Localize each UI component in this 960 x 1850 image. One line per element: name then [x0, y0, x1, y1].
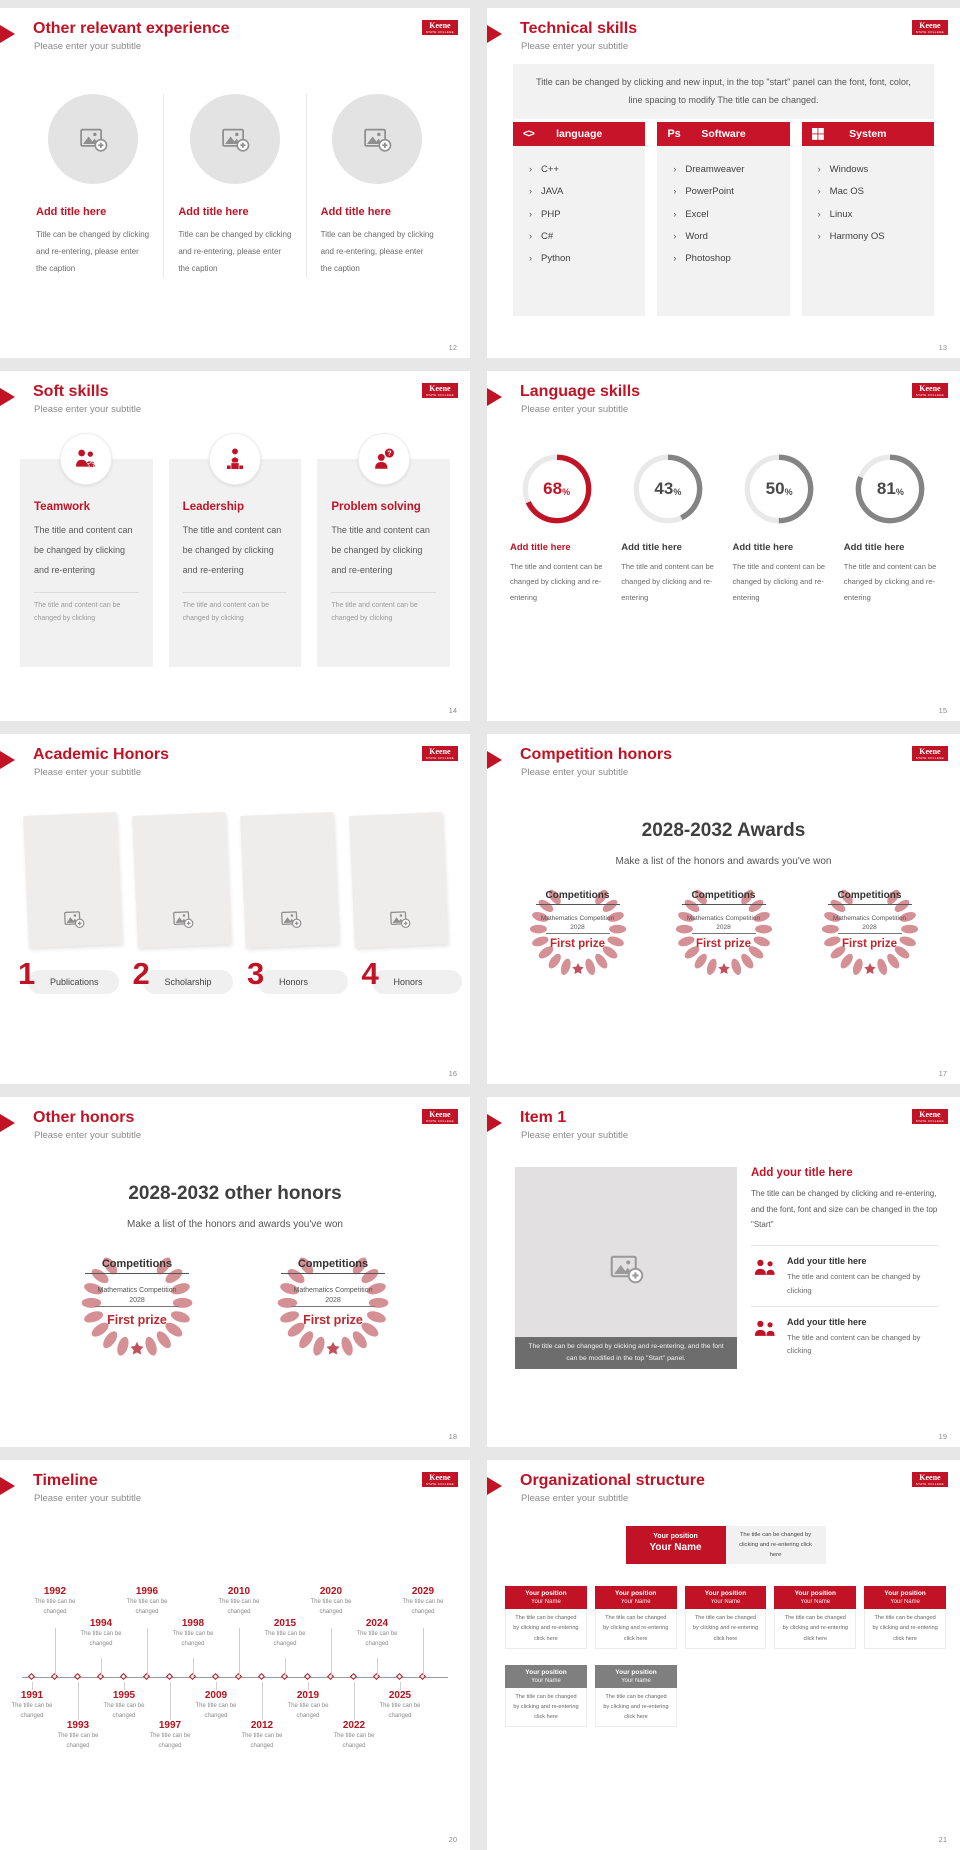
award-event: Mathematics Competition	[832, 915, 907, 922]
org-name: Your Name	[649, 1542, 702, 1553]
org-node	[685, 1586, 767, 1648]
panel-item-text: The title and content can be changed by clicking	[787, 1271, 921, 1295]
gauge-value: 68 %	[543, 479, 571, 498]
column-header-label: language	[556, 128, 603, 140]
brand-name: Keene	[429, 384, 451, 393]
donut-gauge	[741, 451, 817, 527]
slide-subtitle: Please enter your subtitle	[34, 1493, 142, 1504]
brand-badge	[912, 383, 948, 398]
org-node-note: The title can be changed by clicking and re-entering click here	[505, 1609, 587, 1648]
item-title: Add title here	[320, 206, 391, 218]
slide-subtitle: Please enter your subtitle	[521, 767, 629, 778]
number: 3	[247, 956, 265, 991]
gauge-heading: Add title here	[843, 542, 905, 553]
skill-item: › Word	[685, 226, 785, 248]
page-number: 21	[938, 1835, 947, 1844]
org-node-box: Your position Your Name	[685, 1586, 767, 1609]
panel-item-title: Add your title here	[787, 1255, 867, 1266]
org-node-box: Your position Your Name	[774, 1586, 856, 1609]
add-image-icon	[362, 124, 392, 154]
award-year: 2028	[692, 924, 756, 934]
gauge-text: The title and content can be changed by clicking and re-entering	[621, 562, 714, 602]
item-text: Title can be changed by clicking and re-entering, please enter the caption	[178, 230, 292, 274]
soft-skill-card-problem-solving	[317, 433, 450, 667]
card-heading: Teamwork	[34, 501, 91, 513]
image-placeholder[interactable]	[515, 1167, 737, 1369]
header-arrow-icon	[0, 751, 15, 769]
note-box: Title can be changed by clicking and new input, in the top "start" panel can the font, font, color, line spacing to modify The title can be changed.	[513, 64, 934, 119]
photo-item-row	[22, 94, 448, 278]
column-header-label: System	[849, 128, 887, 140]
org-node-box: Your position Your Name	[595, 1586, 677, 1609]
brand-name: Keene	[429, 1110, 451, 1119]
award-name: Competitions	[536, 890, 620, 905]
header-arrow-icon	[487, 1114, 502, 1132]
gauge-heading: Add title here	[621, 542, 682, 553]
header-arrow-icon	[487, 388, 502, 406]
brand-name: Keene	[919, 21, 941, 30]
image-placeholder[interactable]	[190, 94, 280, 184]
brand-name: Keene	[919, 747, 941, 756]
card-footer: The title and content can be changed by clicking	[34, 592, 139, 625]
gauge-heading: Add title here	[510, 542, 571, 553]
brand-tagline: STATE COLLEGE	[915, 756, 944, 760]
awards-heading: 2028-2032 Awards	[641, 820, 806, 841]
brand-badge	[912, 746, 948, 761]
award-year: 2028	[546, 924, 610, 934]
brand-name: Keene	[429, 21, 451, 30]
brand-tagline: STATE COLLEGE	[915, 30, 944, 34]
slide-subtitle: Please enter your subtitle	[521, 1493, 629, 1504]
awards-subheading: Make a list of the honors and awards you've won	[127, 1219, 343, 1230]
org-node-box: Your position Your Name	[864, 1586, 946, 1609]
award-prize: First prize	[550, 938, 605, 950]
slide-title: Academic Honors	[33, 746, 170, 763]
page-number: 20	[448, 1835, 457, 1844]
skill-item: › Mac OS	[830, 181, 930, 203]
award-event: Mathematics Competition	[293, 1287, 373, 1294]
gauge-value: 50 %	[765, 479, 793, 498]
slide-title: Organizational structure	[520, 1472, 705, 1489]
card-body	[169, 459, 302, 667]
brand-tagline: STATE COLLEGE	[425, 1482, 454, 1486]
slide-21-organizational-structure[interactable]	[487, 1460, 960, 1850]
org-position: Your position	[653, 1533, 698, 1540]
gauge-item	[501, 451, 612, 605]
org-node-note: The title can be changed by clicking and re-entering click here	[505, 1688, 587, 1727]
award-badge	[512, 880, 644, 982]
header-arrow-icon	[0, 25, 15, 43]
image-placeholder[interactable]	[132, 812, 230, 948]
org-node-note: The title can be changed by clicking and re-entering click here	[595, 1688, 677, 1727]
number: 4	[361, 956, 379, 991]
org-node	[864, 1586, 946, 1648]
award-prize: First prize	[842, 938, 897, 950]
gauge-item	[724, 451, 835, 605]
gauge-heading: Add title here	[732, 542, 794, 553]
number: 1	[18, 956, 36, 991]
photo-card-row	[26, 814, 444, 946]
header-arrow-icon	[0, 1477, 15, 1495]
skill-item: › Linux	[830, 204, 930, 226]
slide-16-academic-honors[interactable]	[0, 734, 470, 1084]
numbered-label	[16, 956, 119, 994]
slide-title: Language skills	[520, 383, 641, 400]
label-pill: Honors	[372, 970, 463, 994]
slide-title: Soft skills	[33, 383, 109, 400]
panel-text: The title can be changed by clicking and re-entering, and the font, font and size can be changed in the top "Start"	[751, 1189, 938, 1230]
gauge-row	[501, 451, 946, 605]
content-panel	[751, 1167, 938, 1366]
skill-column-software	[657, 122, 789, 316]
page-number: 19	[938, 1432, 947, 1441]
brand-name: Keene	[919, 384, 941, 393]
item-text: Title can be changed by clicking and re-entering, please enter the caption	[36, 230, 150, 274]
donut-gauge	[519, 451, 595, 527]
donut-gauge	[852, 451, 928, 527]
soft-skill-card-teamwork	[20, 433, 153, 667]
brand-badge	[422, 20, 458, 35]
gauge-text: The title and content can be changed by clicking and re-entering	[843, 562, 937, 602]
card-body	[317, 459, 450, 667]
column-header	[513, 122, 645, 146]
add-image-icon	[220, 124, 250, 154]
page-number: 12	[448, 343, 457, 352]
windows-icon	[812, 128, 824, 140]
org-node-box: Your position Your Name	[505, 1665, 587, 1688]
slide-subtitle: Please enter your subtitle	[521, 41, 629, 52]
award-name: Competitions	[828, 890, 912, 905]
image-placeholder[interactable]	[23, 812, 121, 948]
item-title: Add title here	[36, 206, 107, 218]
panel-item	[751, 1245, 938, 1306]
soft-skill-cards	[20, 433, 450, 667]
panel-title: Add your title here	[751, 1167, 853, 1179]
skill-item: › PHP	[541, 204, 641, 226]
card-text: The title and content can be changed by clicking and re-entering	[34, 525, 133, 575]
card-heading: Problem solving	[331, 501, 421, 513]
image-placeholder[interactable]	[349, 812, 447, 948]
brand-tagline: STATE COLLEGE	[425, 30, 454, 34]
label-pill: Honors	[257, 970, 348, 994]
award-badge-row	[14, 1247, 456, 1363]
donut-gauge	[630, 451, 706, 527]
org-mid-row	[505, 1586, 946, 1648]
slide-14-soft-skills[interactable]	[0, 371, 470, 721]
slide-title: Technical skills	[520, 20, 638, 37]
org-node-note: The title can be changed by clicking and re-entering click here	[685, 1609, 767, 1648]
page-number: 13	[938, 343, 947, 352]
number: 2	[132, 956, 150, 991]
column-header-label: Software	[701, 128, 746, 140]
skill-list	[513, 146, 645, 279]
photo-item	[163, 94, 305, 278]
slide-title: Timeline	[33, 1472, 98, 1489]
brand-badge	[422, 383, 458, 398]
slide-19-item-1[interactable]	[487, 1097, 960, 1447]
skill-item: › Windows	[830, 159, 930, 181]
soft-skill-card-leadership	[169, 433, 302, 667]
page-number: 16	[448, 1069, 457, 1078]
label-pill: Publications	[28, 970, 119, 994]
numbered-label	[245, 956, 348, 994]
slide-subtitle: Please enter your subtitle	[34, 767, 142, 778]
timeline: 1991 The title can be changed 1992 The title can be changed 1993 The title can be changed 1994 The title can be changed 1995 The title can be changed 1996 The title can be changed 1997 The title can be changed 1998 The title can be changed 2009 The title can be changed 2010 The title can be changed 2012 The title can be changed 2015 The title can be changed 2019 The title can be changed 2020 The title can be changed 2022 The title can be changed 2024 The title can be changed 2025 The title can be changed 2029 The title can be changed	[22, 1530, 448, 1830]
add-image-icon	[171, 907, 194, 930]
org-node-box: Your position Your Name	[505, 1586, 587, 1609]
slide-12-other-relevant-experience[interactable]	[0, 8, 470, 358]
header-arrow-icon	[487, 1477, 502, 1495]
header-arrow-icon	[0, 1114, 15, 1132]
slide-subtitle: Please enter your subtitle	[34, 41, 142, 52]
gauge-text: The title and content can be changed by clicking and re-entering	[510, 562, 603, 602]
leadership-icon	[209, 433, 261, 485]
skill-item: › Photoshop	[685, 248, 785, 270]
org-node	[774, 1586, 856, 1648]
photo-item	[22, 94, 163, 278]
award-badge-row	[501, 880, 946, 982]
skill-item: › PowerPoint	[685, 181, 785, 203]
org-root-node	[626, 1526, 726, 1564]
skill-item: › C#	[541, 226, 641, 248]
gauge-value: 81 %	[876, 479, 904, 498]
award-event: Mathematics Competition	[540, 915, 615, 922]
card-footer: The title and content can be changed by clicking	[183, 592, 288, 625]
brand-name: Keene	[919, 1110, 941, 1119]
skill-list	[657, 146, 789, 279]
award-prize: First prize	[107, 1313, 167, 1327]
award-name: Competitions	[85, 1258, 189, 1274]
header-arrow-icon	[487, 751, 502, 769]
card-footer: The title and content can be changed by clicking	[331, 592, 436, 625]
awards-subheading: Make a list of the honors and awards you've won	[615, 856, 832, 867]
skill-columns	[513, 122, 934, 316]
header-arrow-icon	[487, 25, 502, 43]
item-text: Title can be changed by clicking and re-entering, please enter the caption	[320, 230, 434, 274]
slide-15-language-skills[interactable]	[487, 371, 960, 721]
page-number: 18	[448, 1432, 457, 1441]
panel-item	[751, 1306, 938, 1367]
panel-item-title: Add your title here	[787, 1316, 867, 1327]
brand-badge	[912, 20, 948, 35]
award-badge	[804, 880, 936, 982]
add-image-icon	[608, 1250, 644, 1286]
award-badge	[257, 1247, 409, 1363]
add-image-icon	[279, 907, 302, 930]
photo-caption: The title can be changed by clicking and re-entering, and the font can be modified in the top "Start" panel.	[515, 1337, 737, 1369]
org-root-row	[505, 1526, 946, 1564]
panel-item-text: The title and content can be changed by clicking	[787, 1332, 921, 1356]
skill-item: › Excel	[685, 204, 785, 226]
slide-subtitle: Please enter your subtitle	[34, 404, 142, 415]
org-node-note: The title can be changed by clicking and re-entering click here	[595, 1609, 677, 1648]
award-year: 2028	[95, 1297, 179, 1307]
header-arrow-icon	[0, 388, 15, 406]
org-node	[595, 1586, 677, 1648]
award-prize: First prize	[696, 938, 751, 950]
brand-tagline: STATE COLLEGE	[915, 1119, 944, 1123]
add-image-icon	[78, 124, 108, 154]
org-bottom-row	[505, 1665, 677, 1727]
org-node	[595, 1665, 677, 1727]
numbered-label-row	[16, 956, 462, 994]
slide-subtitle: Please enter your subtitle	[521, 404, 629, 415]
gauge-value: 43 %	[654, 479, 682, 498]
award-badge	[61, 1247, 213, 1363]
slide-subtitle: Please enter your subtitle	[34, 1130, 142, 1141]
column-header	[802, 122, 934, 146]
slide-13-technical-skills[interactable]	[487, 8, 960, 358]
award-year: 2028	[838, 924, 902, 934]
teamwork-icon	[60, 433, 112, 485]
numbered-label	[131, 956, 234, 994]
problem-solving-icon	[358, 433, 410, 485]
org-chart	[505, 1526, 946, 1727]
slide-subtitle: Please enter your subtitle	[521, 1130, 629, 1141]
column-header	[657, 122, 789, 146]
org-node-note: The title can be changed by clicking and re-entering click here	[864, 1609, 946, 1648]
skill-item: › JAVA	[541, 181, 641, 203]
skill-list	[802, 146, 934, 256]
slide-title: Competition honors	[520, 746, 672, 763]
numbered-label	[360, 956, 463, 994]
image-placeholder[interactable]	[240, 812, 338, 948]
gauge-text: The title and content can be changed by clicking and re-entering	[732, 562, 826, 602]
award-name: Competitions	[682, 890, 766, 905]
brand-badge	[422, 1109, 458, 1124]
award-event: Mathematics Competition	[686, 915, 761, 922]
award-year: 2028	[291, 1297, 375, 1307]
brand-name: Keene	[919, 1473, 941, 1482]
brand-name: Keene	[429, 747, 451, 756]
page-number: 17	[938, 1069, 947, 1078]
brand-badge	[912, 1109, 948, 1124]
photoshop-icon: Ps	[667, 128, 681, 140]
item-title: Add title here	[178, 206, 249, 218]
card-text: The title and content can be changed by clicking and re-entering	[331, 525, 430, 575]
page-number: 15	[938, 706, 947, 715]
award-badge	[658, 880, 790, 982]
image-placeholder[interactable]	[332, 94, 422, 184]
code-icon: <>	[523, 128, 534, 140]
org-root-note: The title can be changed by clicking and re-entering click here	[726, 1526, 826, 1564]
skill-item: › Dreamweaver	[685, 159, 785, 181]
add-image-icon	[388, 907, 411, 930]
brand-tagline: STATE COLLEGE	[425, 393, 454, 397]
org-node	[505, 1586, 587, 1648]
awards-heading: 2028-2032 other honors	[128, 1183, 342, 1204]
slide-20-timeline[interactable]	[0, 1460, 470, 1850]
skill-item: › C++	[541, 159, 641, 181]
page-number: 14	[448, 706, 457, 715]
users-icon	[753, 1319, 777, 1343]
slide-title: Other relevant experience	[33, 20, 230, 37]
card-body	[20, 459, 153, 667]
slide-title: Other honors	[33, 1109, 135, 1126]
slide-17-competition-honors[interactable]	[487, 734, 960, 1084]
brand-tagline: STATE COLLEGE	[425, 756, 454, 760]
image-placeholder[interactable]	[48, 94, 138, 184]
award-event: Mathematics Competition	[97, 1287, 177, 1294]
brand-name: Keene	[429, 1473, 451, 1482]
skill-item: › Harmony OS	[830, 226, 930, 248]
users-icon	[753, 1258, 777, 1282]
brand-badge	[912, 1472, 948, 1487]
brand-badge	[422, 746, 458, 761]
skill-column-system	[802, 122, 934, 316]
card-text: The title and content can be changed by clicking and re-entering	[182, 525, 282, 575]
skill-item: › Python	[541, 248, 641, 270]
gauge-item	[612, 451, 723, 605]
award-name: Competitions	[281, 1258, 385, 1274]
brand-tagline: STATE COLLEGE	[425, 1119, 454, 1123]
brand-tagline: STATE COLLEGE	[915, 1482, 944, 1486]
org-node-box: Your position Your Name	[595, 1665, 677, 1688]
award-prize: First prize	[303, 1313, 363, 1327]
skill-column-language	[513, 122, 645, 316]
label-pill: Scholarship	[143, 970, 234, 994]
slide-title: Item 1	[520, 1109, 567, 1126]
slide-18-other-honors[interactable]	[0, 1097, 470, 1447]
gauge-item	[835, 451, 946, 605]
brand-badge	[422, 1472, 458, 1487]
photo-item	[306, 94, 448, 278]
add-image-icon	[62, 907, 85, 930]
org-node-note: The title can be changed by clicking and re-entering click here	[774, 1609, 856, 1648]
brand-tagline: STATE COLLEGE	[915, 393, 944, 397]
org-node	[505, 1665, 587, 1727]
card-heading: Leadership	[182, 501, 245, 513]
